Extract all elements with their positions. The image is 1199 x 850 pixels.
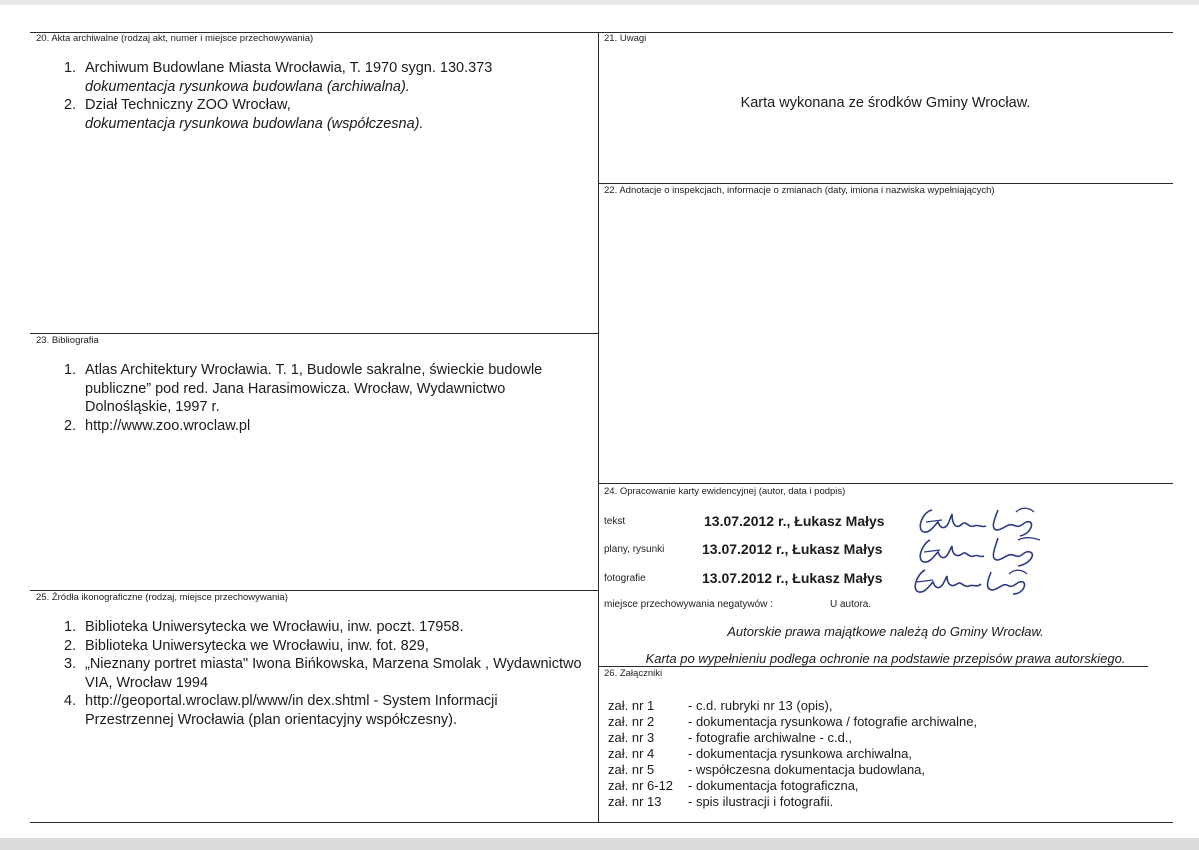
list-item: zał. nr 3 - fotografie archiwalne - c.d., xyxy=(608,730,853,745)
list-item: zał. nr 1 - c.d. rubryki nr 13 (opis), xyxy=(608,698,833,713)
list-item: zał. nr 4 - dokumentacja rysunkowa archiwalna, xyxy=(608,746,912,761)
copyright-note: Autorskie prawa majątkowe należą do Gminy Wrocław. xyxy=(727,624,1044,639)
section-20-list xyxy=(64,59,584,133)
section-21-label: 21. Uwagi xyxy=(604,33,647,44)
list-item: 2. Dział Techniczny ZOO Wrocław, dokumentacja rysunkowa budowlana (współczesna). xyxy=(64,97,424,132)
row-label-plans: plany, rysunki xyxy=(604,544,665,555)
section-26-label: 26. Załączniki xyxy=(604,668,663,679)
list-item: zał. nr 5 - współczesna dokumentacja budowlana, xyxy=(608,762,926,777)
list-item: 2. http://www.zoo.wroclaw.pl xyxy=(64,417,251,434)
list-item: 2. Biblioteka Uniwersytecka we Wrocławiu, inw. fot. 829, xyxy=(64,637,429,654)
negatives-value: U autora. xyxy=(830,599,872,610)
section-25-label: 25. Źródła ikonograficzne (rodzaj, miejsce przechowywania) xyxy=(36,592,288,603)
rule-center xyxy=(598,32,599,822)
negatives-label: miejsce przechowywania negatywów : xyxy=(604,599,773,610)
list-item: 1. Biblioteka Uniwersytecka we Wrocławiu, inw. poczt. 17958. xyxy=(64,619,464,635)
section-23-list xyxy=(64,361,589,435)
scan-edge-bottom xyxy=(0,838,1199,850)
list-item: zał. nr 2 - dokumentacja rysunkowa / fotografie archiwalne, xyxy=(608,714,978,729)
scan-edge-top xyxy=(0,0,1199,5)
list-item: 1. Atlas Architektury Wrocławia. T. 1, Budowle sakralne, świeckie budowle publiczne” pod red. Jana Harasimowicza. Wrocław, Wydawnictwo Dolnośląskie, 1997 r. xyxy=(64,362,543,415)
section-20-label: 20. Akta archiwalne (rodzaj akt, numer i miejsce przechowywania) xyxy=(36,33,314,44)
row-value-text: 13.07.2012 r., Łukasz Małys xyxy=(704,513,885,529)
signature-3 xyxy=(905,560,1035,600)
rule-s24 xyxy=(598,483,1173,484)
row-label-text: tekst xyxy=(604,516,626,527)
section-25-list xyxy=(64,618,584,729)
list-item: 3. „Nieznany portret miasta" Iwona Bińkowska, Marzena Smolak , Wydawnictwo VIA, Wrocław 1994 xyxy=(64,656,582,691)
row-value-photos: 13.07.2012 r., Łukasz Małys xyxy=(702,570,883,586)
rule-bottom xyxy=(30,822,1173,823)
list-item: 4. http://geoportal.wroclaw.pl/www/in dex.shtml - System Informacji Przestrzennej Wrocławia (plan orientacyjny współczesny). xyxy=(64,693,498,728)
protection-note: Karta po wypełnieniu podlega ochronie na podstawie przepisów prawa autorskiego. xyxy=(645,651,1126,666)
list-item: zał. nr 13 - spis ilustracji i fotografii. xyxy=(608,794,834,809)
section-24-label: 24. Opracowanie karty ewidencyjnej (autor, data i podpis) xyxy=(604,486,846,497)
remarks-note: Karta wykonana ze środków Gminy Wrocław. xyxy=(740,95,1031,111)
row-value-plans: 13.07.2012 r., Łukasz Małys xyxy=(702,541,883,557)
rule-s25 xyxy=(30,590,598,591)
section-23-label: 23. Bibliografia xyxy=(36,335,99,346)
row-label-photos: fotografie xyxy=(604,573,646,584)
rule-s23 xyxy=(30,333,598,334)
list-item: zał. nr 6-12 - dokumentacja fotograficzna, xyxy=(608,778,859,793)
attachments-list xyxy=(608,698,1168,810)
rule-s26 xyxy=(598,666,1148,667)
list-item: 1. Archiwum Budowlane Miasta Wrocławia, T. 1970 sygn. 130.373 dokumentacja rysunkowa budowlana (archiwalna). xyxy=(64,60,493,95)
rule-s22 xyxy=(598,183,1173,184)
section-22-label: 22. Adnotacje o inspekcjach, informacje o zmianach (daty, imiona i nazwiska wypełniających) xyxy=(604,185,995,196)
